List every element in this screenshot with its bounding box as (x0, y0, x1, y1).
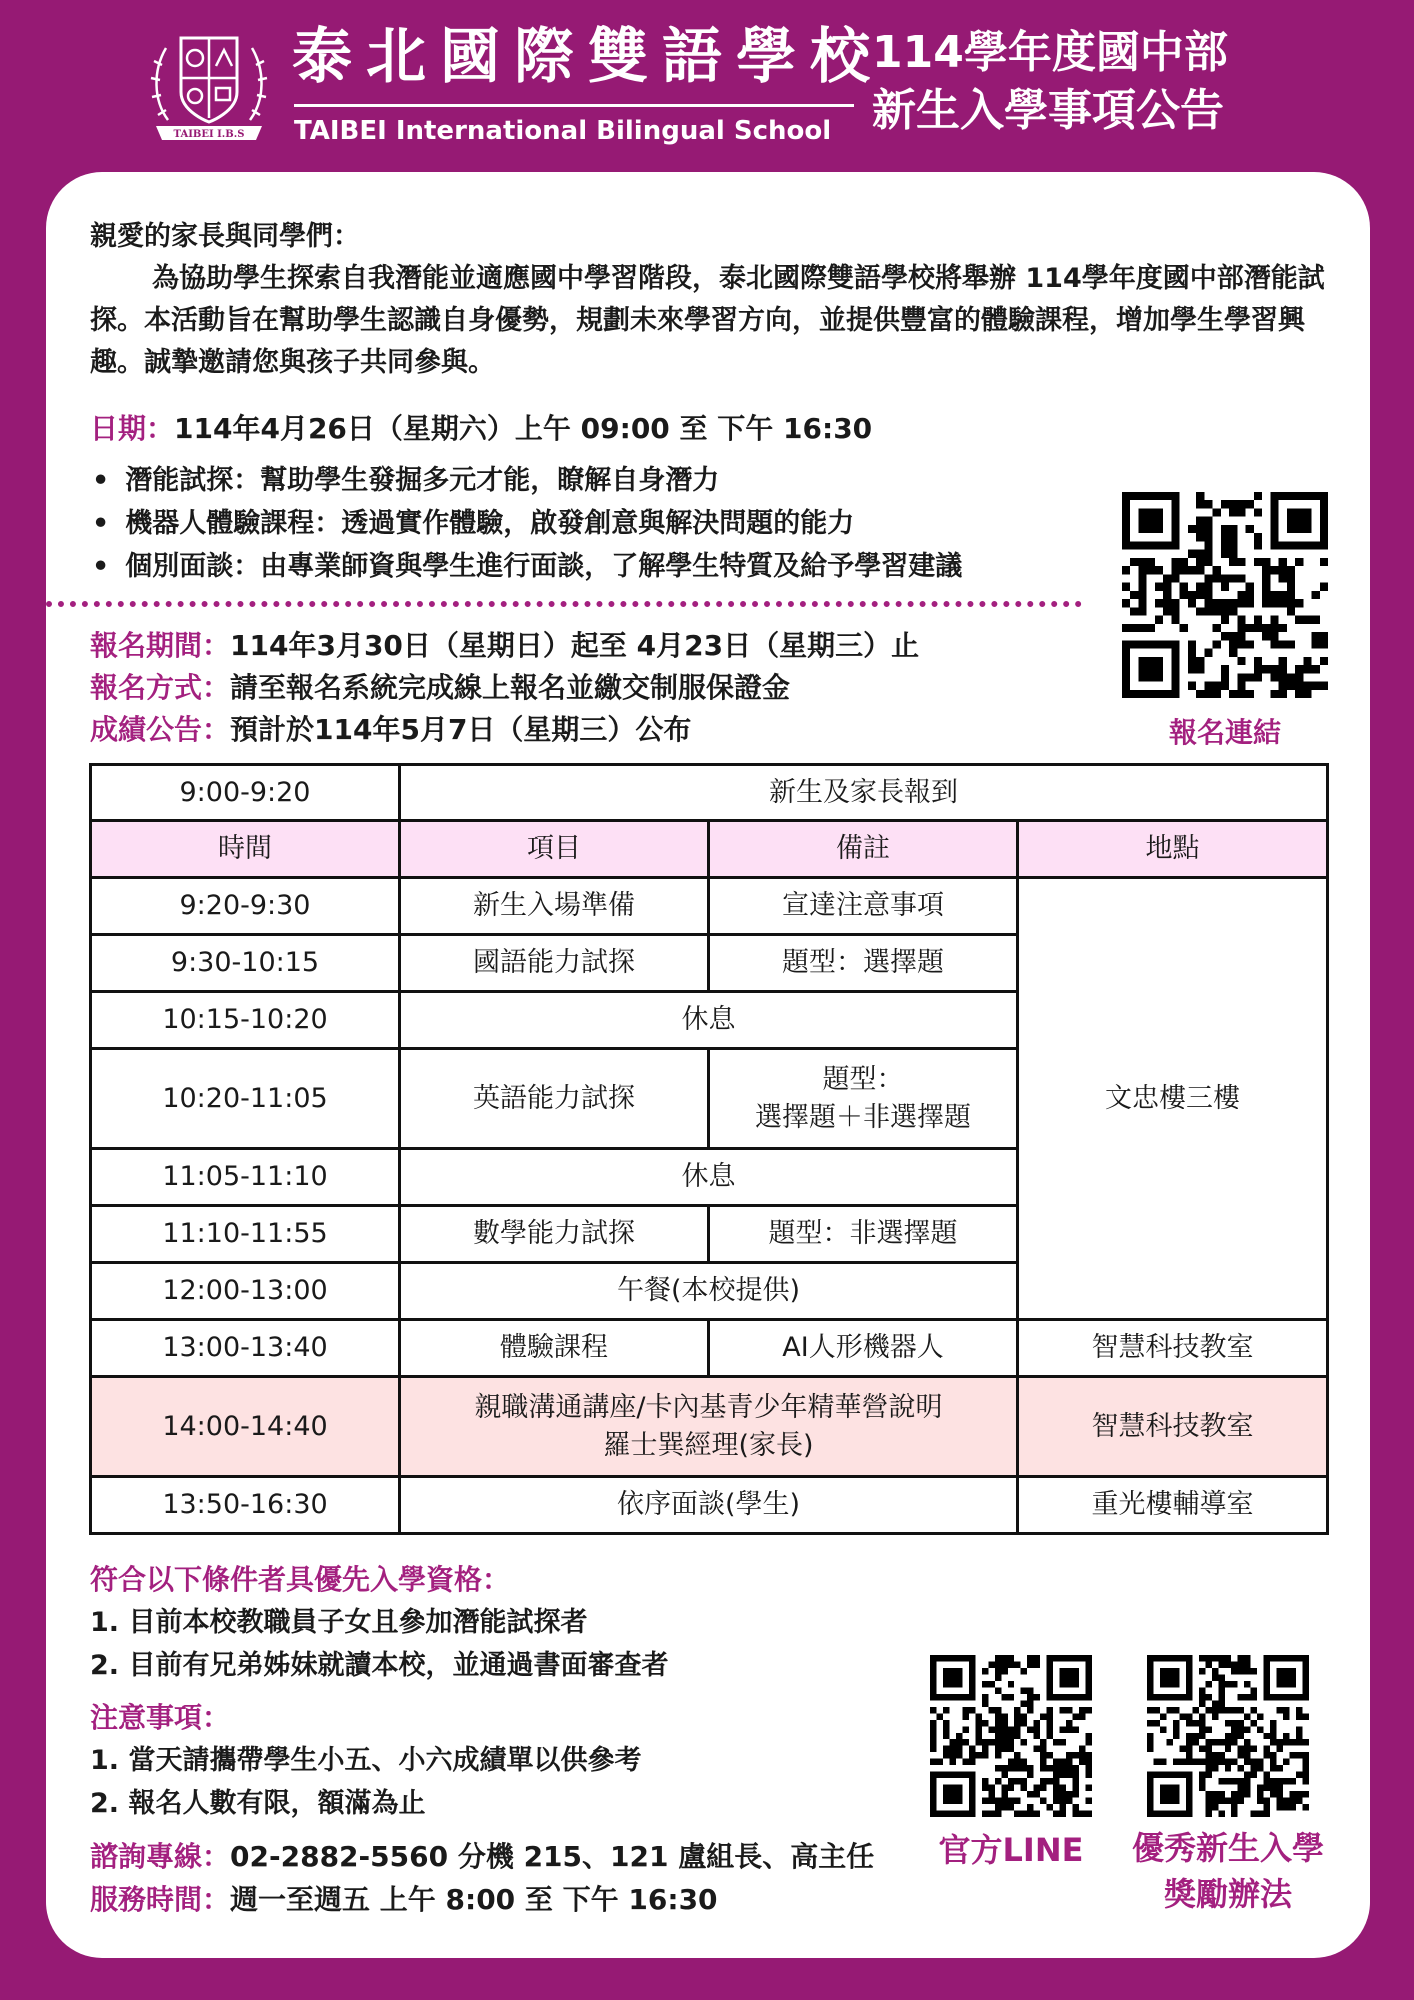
location-cell: 智慧科技教室 (1018, 1320, 1328, 1377)
page-header (0, 0, 1414, 170)
item-cell: 依序面談(學生) (400, 1477, 1018, 1534)
item-cell: 英語能力試探 (400, 1049, 709, 1149)
header-divider (294, 104, 854, 107)
location-cell: 智慧科技教室 (1018, 1377, 1328, 1477)
dotted-divider (46, 601, 1082, 607)
result-announcement (90, 711, 691, 749)
intro-section (90, 216, 1340, 384)
priority-item: 1. 目前本校教職員子女且參加潛能試探者 (90, 1607, 588, 1638)
note-line: 選擇題＋非選擇題 (755, 1101, 971, 1133)
location-cell: 文忠樓三樓 (1018, 878, 1328, 1320)
time-cell: 12:00-13:00 (91, 1263, 400, 1320)
note-cell (709, 1049, 1018, 1149)
location-cell: 重光樓輔導室 (1018, 1477, 1328, 1534)
school-crest-logo (148, 30, 270, 145)
registration-period-label: 報名期間： (90, 629, 231, 662)
table-row (91, 765, 1328, 821)
event-date-label: 日期： (90, 412, 175, 445)
time-cell: 10:20-11:05 (91, 1049, 400, 1149)
service-hours-value: 週一至週五 上午 8:00 至 下午 16:30 (230, 1883, 718, 1916)
greeting: 親愛的家長與同學們： (90, 221, 360, 252)
service-hours (90, 1881, 718, 1919)
award-qr-caption-line1: 優秀新生入學 (1131, 1829, 1324, 1867)
registration-qr-code[interactable] (1122, 492, 1328, 698)
registration-period (90, 627, 919, 665)
priority-title: 符合以下條件者具優先入學資格： (90, 1563, 511, 1596)
event-bullet: • 機器人體驗課程：透過實作體驗，啟發創意與解決問題的能力 (92, 501, 854, 540)
note-line: 題型： (822, 1063, 904, 1095)
event-date (90, 410, 872, 448)
item-cell: 數學能力試探 (400, 1206, 709, 1263)
intro-body: 為協助學生探索自我潛能並適應國中學習階段，泰北國際雙語學校將舉辦 114學年度國中部潛能試探。本活動旨在幫助學生認識自身優勢，規劃未來學習方向，並提供豐富的體驗課程，增加學生學習興趣。誠摯邀請您與孩子共同參與。 (90, 263, 1325, 378)
column-header-location: 地點 (1018, 821, 1328, 878)
notice-title-line1: 114學年度國中部 (872, 27, 1228, 78)
item-cell: 體驗課程 (400, 1320, 709, 1377)
column-header-item: 項目 (400, 821, 709, 878)
item-cell: 國語能力試探 (400, 935, 709, 992)
qr-code-icon (1147, 1655, 1309, 1817)
hotline-label: 諮詢專線： (90, 1840, 231, 1873)
event-bullet: • 個別面談：由專業師資與學生進行面談，了解學生特質及給予學習建議 (92, 544, 962, 583)
note-cell: 題型：選擇題 (709, 935, 1018, 992)
table-row (91, 1477, 1328, 1534)
award-qr-caption-line2: 獎勵辦法 (1163, 1875, 1292, 1913)
svg-text:TAIBEI I.B.S: TAIBEI I.B.S (173, 129, 245, 140)
award-qr-code[interactable] (1147, 1655, 1309, 1817)
time-cell: 9:20-9:30 (91, 878, 400, 935)
note-cell: 題型：非選擇題 (709, 1206, 1018, 1263)
event-date-value: 114年4月26日（星期六）上午 09:00 至 下午 16:30 (174, 412, 873, 445)
time-cell: 11:10-11:55 (91, 1206, 400, 1263)
notice-title (872, 24, 1228, 140)
registration-method (90, 669, 790, 707)
event-bullet: • 潛能試探：幫助學生發掘多元才能，瞭解自身潛力 (92, 458, 719, 497)
school-name-en: TAIBEI International Bilingual School (294, 116, 832, 146)
result-announcement-value: 預計於114年5月7日（星期三）公布 (230, 713, 692, 746)
time-cell: 9:30-10:15 (91, 935, 400, 992)
priority-item: 2. 目前有兄弟姊妹就讀本校，並通過書面審查者 (90, 1650, 669, 1681)
item-line: 羅士巽經理(家長) (603, 1429, 814, 1461)
item-line: 親職溝通講座/卡內基青少年精華營說明 (474, 1391, 943, 1423)
line-qr-code[interactable] (930, 1655, 1092, 1817)
time-cell: 9:00-9:20 (91, 765, 400, 821)
time-cell: 11:05-11:10 (91, 1149, 400, 1206)
registration-method-value: 請至報名系統完成線上報名並繳交制服保證金 (230, 671, 791, 704)
item-cell: 新生及家長報到 (400, 765, 1328, 821)
time-cell: 10:15-10:20 (91, 992, 400, 1049)
table-header-row (91, 821, 1328, 878)
table-row (91, 1320, 1328, 1377)
qr-code-icon (930, 1655, 1092, 1817)
note-cell: AI人形機器人 (709, 1320, 1018, 1377)
award-qr-caption[interactable] (1098, 1825, 1358, 1917)
result-announcement-label: 成績公告： (90, 713, 231, 746)
notes-item: 1. 當天請攜帶學生小五、小六成績單以供參考 (90, 1745, 642, 1776)
item-cell: 休息 (400, 992, 1018, 1049)
time-cell: 14:00-14:40 (91, 1377, 400, 1477)
hotline-value: 02-2882-5560 分機 215、121 盧組長、高主任 (230, 1840, 875, 1873)
school-name-cn: 泰北國際雙語學校 (292, 22, 884, 92)
schedule-table (89, 763, 1329, 1535)
line-qr-caption[interactable]: 官方LINE (938, 1831, 1084, 1869)
table-row (91, 1377, 1328, 1477)
service-hours-label: 服務時間： (90, 1883, 231, 1916)
item-cell: 休息 (400, 1149, 1018, 1206)
registration-method-label: 報名方式： (90, 671, 231, 704)
time-cell: 13:00-13:40 (91, 1320, 400, 1377)
time-cell: 13:50-16:30 (91, 1477, 400, 1534)
table-row (91, 878, 1328, 935)
item-cell: 午餐(本校提供) (400, 1263, 1018, 1320)
hotline (90, 1838, 874, 1876)
item-cell: 新生入場準備 (400, 878, 709, 935)
notice-title-line2: 新生入學事項公告 (872, 85, 1224, 136)
notes-title: 注意事項： (90, 1701, 231, 1734)
notes-item: 2. 報名人數有限，額滿為止 (90, 1788, 426, 1819)
column-header-time: 時間 (91, 821, 400, 878)
note-cell: 宣達注意事項 (709, 878, 1018, 935)
qr-code-icon (1122, 492, 1328, 698)
column-header-note: 備註 (709, 821, 1018, 878)
registration-period-value: 114年3月30日（星期日）起至 4月23日（星期三）止 (230, 629, 920, 662)
item-cell (400, 1377, 1018, 1477)
registration-link-caption[interactable]: 報名連結 (1168, 716, 1281, 749)
